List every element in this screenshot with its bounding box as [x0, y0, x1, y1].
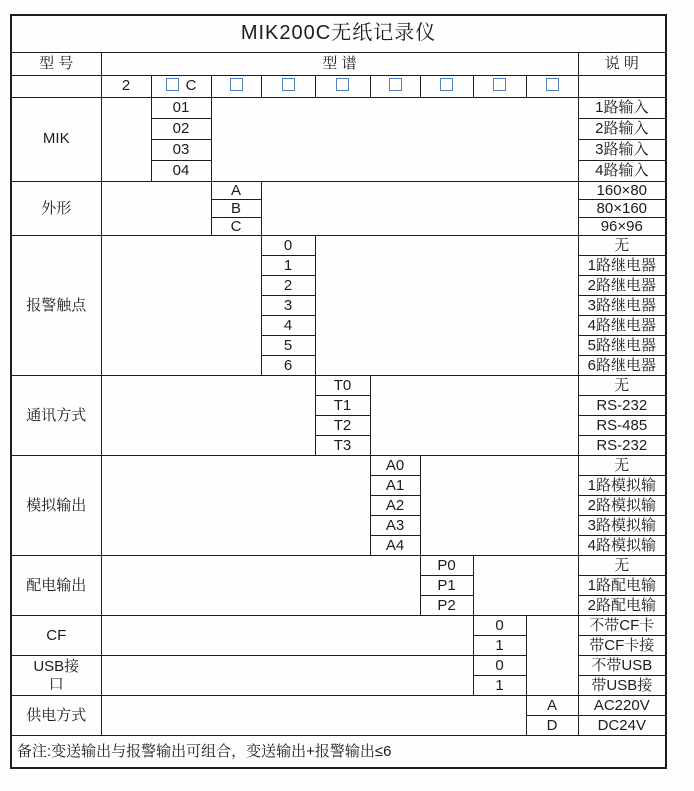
column-header-model: 型 号: [11, 52, 101, 75]
section-label-shape: 外形: [11, 181, 101, 236]
model-code-cell: 3: [261, 296, 315, 316]
note-text: 备注:变送输出与报警输出可组合，变送输出+报警输出≤6: [11, 736, 666, 768]
blank-cell: [261, 181, 578, 236]
model-code-cell: 03: [151, 139, 211, 160]
table-row: [11, 616, 666, 636]
blank-cell: [101, 97, 151, 181]
model-prefix-cell: 2: [101, 75, 151, 97]
description-cell: 96×96: [578, 218, 666, 236]
description-cell: 4路模拟输: [578, 536, 666, 556]
table-row: [11, 456, 666, 476]
blank-cell: [101, 616, 473, 656]
description-cell: 1路配电输: [578, 576, 666, 596]
model-digit-placeholder-cell: [261, 75, 315, 97]
model-code-cell: A: [211, 181, 261, 199]
checkbox-icon: [389, 78, 402, 91]
description-cell: RS-485: [578, 416, 666, 436]
section-label-comm: 通讯方式: [11, 376, 101, 456]
table-row: [11, 736, 666, 768]
section-label-mik: MIK: [11, 97, 101, 181]
table-row: [11, 236, 666, 256]
description-cell: 3路继电器: [578, 296, 666, 316]
model-code-cell: 4: [261, 316, 315, 336]
model-fixed-segment-cell: [151, 75, 211, 97]
description-cell: 80×160: [578, 199, 666, 217]
description-cell: 2路输入: [578, 118, 666, 139]
fixed-letter: C: [185, 77, 197, 95]
description-cell: 无: [578, 556, 666, 576]
description-cell: 2路配电输: [578, 596, 666, 616]
description-cell: 1路输入: [578, 97, 666, 118]
table-row: [11, 97, 666, 118]
section-label-usb: USB接口: [11, 656, 101, 696]
description-cell: 4路输入: [578, 160, 666, 181]
model-digit-placeholder-cell: [211, 75, 261, 97]
description-cell: 不带CF卡: [578, 616, 666, 636]
description-cell: 1路模拟输: [578, 476, 666, 496]
description-cell: RS-232: [578, 436, 666, 456]
description-cell: RS-232: [578, 396, 666, 416]
model-code-cell: T1: [315, 396, 370, 416]
section-label-power-supply: 供电方式: [11, 696, 101, 736]
model-code-cell: 6: [261, 356, 315, 376]
model-code-cell: D: [526, 716, 578, 736]
description-cell: DC24V: [578, 716, 666, 736]
model-code-cell: 0: [473, 656, 526, 676]
checkbox-icon: [440, 78, 453, 91]
model-code-cell: P1: [420, 576, 473, 596]
description-cell: 不带USB: [578, 656, 666, 676]
model-code-cell: P0: [420, 556, 473, 576]
checkbox-icon: [546, 78, 559, 91]
model-code-cell: T2: [315, 416, 370, 436]
description-cell: 带USB接: [578, 676, 666, 696]
section-label-alarm: 报警触点: [11, 236, 101, 376]
model-digit-placeholder-cell: [315, 75, 370, 97]
checkbox-icon: [166, 78, 179, 91]
checkbox-icon: [336, 78, 349, 91]
blank-cell: [101, 236, 261, 376]
model-code-cell: A0: [370, 456, 420, 476]
model-digit-placeholder-cell: [526, 75, 578, 97]
page-title: MIK200C无纸记录仪: [11, 15, 666, 52]
description-cell: 160×80: [578, 181, 666, 199]
model-code-cell: T0: [315, 376, 370, 396]
checkbox-icon: [230, 78, 243, 91]
description-cell: 6路继电器: [578, 356, 666, 376]
model-code-cell: 02: [151, 118, 211, 139]
description-cell: 5路继电器: [578, 336, 666, 356]
blank-cell: [101, 556, 420, 616]
column-header-description: 说 明: [578, 52, 666, 75]
table-row: [11, 556, 666, 576]
blank-cell: [101, 181, 211, 236]
description-cell: 3路输入: [578, 139, 666, 160]
table-row: [11, 376, 666, 396]
section-label-analog-output: 模拟输出: [11, 456, 101, 556]
blank-cell: [473, 556, 578, 616]
checkbox-icon: [493, 78, 506, 91]
model-digit-placeholder-cell: [420, 75, 473, 97]
blank-cell: [526, 616, 578, 696]
blank-cell: [370, 376, 578, 456]
blank-cell: [11, 75, 101, 97]
section-label-cf: CF: [11, 616, 101, 656]
blank-cell: [211, 97, 578, 181]
model-code-cell: P2: [420, 596, 473, 616]
table-row: [11, 181, 666, 199]
model-code-cell: C: [211, 218, 261, 236]
blank-cell: [101, 456, 370, 556]
model-code-cell: 04: [151, 160, 211, 181]
model-code-cell: A3: [370, 516, 420, 536]
description-cell: 1路继电器: [578, 256, 666, 276]
description-cell: 4路继电器: [578, 316, 666, 336]
table-row: [11, 696, 666, 716]
description-cell: 3路模拟输: [578, 516, 666, 536]
blank-cell: [101, 376, 315, 456]
model-digit-placeholder-cell: [370, 75, 420, 97]
blank-cell: [101, 656, 473, 696]
model-code-cell: 01: [151, 97, 211, 118]
model-code-cell: A2: [370, 496, 420, 516]
blank-cell: [315, 236, 578, 376]
column-header-spectrum: 型 谱: [101, 52, 578, 75]
description-cell: 2路模拟输: [578, 496, 666, 516]
model-code-cell: 0: [473, 616, 526, 636]
description-cell: AC220V: [578, 696, 666, 716]
model-code-cell: 0: [261, 236, 315, 256]
model-code-cell: A1: [370, 476, 420, 496]
description-cell: 带CF卡接: [578, 636, 666, 656]
model-digit-placeholder-cell: [473, 75, 526, 97]
model-selection-table: [10, 14, 667, 769]
section-label-power-distribution: 配电输出: [11, 556, 101, 616]
description-cell: 2路继电器: [578, 276, 666, 296]
model-code-cell: 2: [261, 276, 315, 296]
model-code-cell: 1: [261, 256, 315, 276]
model-code-cell: A: [526, 696, 578, 716]
model-code-cell: A4: [370, 536, 420, 556]
model-code-cell: 1: [473, 636, 526, 656]
description-cell: 无: [578, 236, 666, 256]
model-code-row: [11, 75, 666, 97]
checkbox-icon: [282, 78, 295, 91]
description-cell: 无: [578, 456, 666, 476]
description-cell: 无: [578, 376, 666, 396]
model-code-cell: B: [211, 199, 261, 217]
model-code-cell: 5: [261, 336, 315, 356]
blank-cell: [101, 696, 526, 736]
model-code-cell: T3: [315, 436, 370, 456]
blank-cell: [578, 75, 666, 97]
blank-cell: [420, 456, 578, 556]
model-code-cell: 1: [473, 676, 526, 696]
